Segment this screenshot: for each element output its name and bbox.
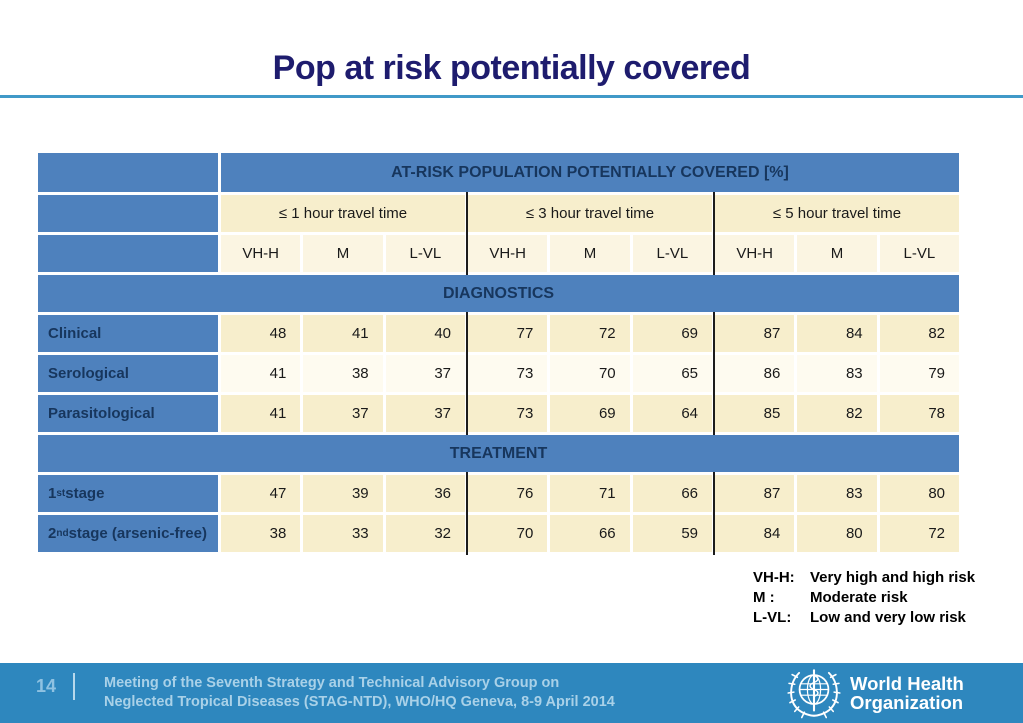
at-risk-population-table — [38, 153, 959, 552]
value-cell: 32 — [386, 515, 465, 552]
value-cell: 37 — [386, 355, 465, 392]
value-cell: 72 — [550, 315, 629, 352]
table-main-header: AT-RISK POPULATION POTENTIALLY COVERED [%] — [221, 153, 959, 192]
risk-level-header: VH-H — [715, 235, 794, 272]
value-cell: 87 — [715, 315, 794, 352]
row-label: Parasitological — [38, 395, 218, 432]
who-logo — [786, 665, 964, 721]
footer-meeting-line1: Meeting of the Seventh Strategy and Technical Advisory Group on — [104, 675, 560, 691]
value-cell: 39 — [303, 475, 382, 512]
value-cell: 41 — [221, 395, 300, 432]
value-cell: 85 — [715, 395, 794, 432]
value-cell: 82 — [880, 315, 959, 352]
risk-level-header: VH-H — [468, 235, 547, 272]
who-logo-text — [850, 674, 964, 713]
travel-time-header: ≤ 5 hour travel time — [715, 195, 959, 232]
who-logo-line2: Organization — [850, 692, 964, 713]
legend-desc: Very high and high risk — [810, 569, 976, 586]
value-cell: 66 — [550, 515, 629, 552]
travel-time-header: ≤ 1 hour travel time — [221, 195, 465, 232]
value-cell: 37 — [303, 395, 382, 432]
value-cell: 36 — [386, 475, 465, 512]
footer-meeting-line2: Neglected Tropical Diseases (STAG-NTD), WHO/HQ Geneva, 8-9 April 2014 — [104, 694, 615, 710]
footer-bar — [0, 663, 1023, 723]
value-cell: 77 — [468, 315, 547, 352]
value-cell: 73 — [468, 395, 547, 432]
row-label: Serological — [38, 355, 218, 392]
who-emblem-icon — [786, 665, 842, 721]
value-cell: 66 — [633, 475, 712, 512]
legend-row-lvl — [753, 608, 975, 628]
value-cell: 48 — [221, 315, 300, 352]
risk-legend — [753, 568, 975, 628]
value-cell: 69 — [550, 395, 629, 432]
value-cell: 59 — [633, 515, 712, 552]
value-cell: 71 — [550, 475, 629, 512]
legend-abbr: VH-H: — [753, 569, 795, 586]
value-cell: 72 — [880, 515, 959, 552]
value-cell: 41 — [303, 315, 382, 352]
value-cell: 38 — [303, 355, 382, 392]
section-header: DIAGNOSTICS — [38, 275, 959, 312]
value-cell: 70 — [468, 515, 547, 552]
value-cell: 65 — [633, 355, 712, 392]
risk-level-header: M — [303, 235, 382, 272]
risk-level-header: L-VL — [880, 235, 959, 272]
value-cell: 33 — [303, 515, 382, 552]
table-corner-cell — [38, 235, 218, 272]
legend-row-m — [753, 588, 975, 608]
who-logo-line1: World Health — [850, 672, 964, 694]
row-label: 2 nd stage (arsenic-free) — [38, 515, 218, 552]
value-cell: 83 — [797, 475, 876, 512]
value-cell: 87 — [715, 475, 794, 512]
risk-level-header: L-VL — [633, 235, 712, 272]
risk-level-header: M — [797, 235, 876, 272]
value-cell: 64 — [633, 395, 712, 432]
risk-level-header: VH-H — [221, 235, 300, 272]
value-cell: 83 — [797, 355, 876, 392]
page-title: Pop at risk potentially covered — [272, 48, 751, 87]
row-label: 1 st stage — [38, 475, 218, 512]
table-corner-cell — [38, 195, 218, 232]
legend-abbr: L-VL: — [753, 609, 792, 626]
value-cell: 80 — [880, 475, 959, 512]
legend-row-vhh — [753, 568, 975, 588]
value-cell: 41 — [221, 355, 300, 392]
value-cell: 86 — [715, 355, 794, 392]
value-cell: 40 — [386, 315, 465, 352]
value-cell: 69 — [633, 315, 712, 352]
value-cell: 47 — [221, 475, 300, 512]
value-cell: 73 — [468, 355, 547, 392]
page-number-separator — [73, 673, 75, 700]
value-cell: 76 — [468, 475, 547, 512]
legend-desc: Low and very low risk — [810, 609, 966, 626]
value-cell: 70 — [550, 355, 629, 392]
risk-level-header: M — [550, 235, 629, 272]
value-cell: 37 — [386, 395, 465, 432]
value-cell: 79 — [880, 355, 959, 392]
table-corner-cell — [38, 153, 218, 192]
title-divider-rule — [0, 95, 1023, 98]
section-header: TREATMENT — [38, 435, 959, 472]
value-cell: 84 — [715, 515, 794, 552]
value-cell: 38 — [221, 515, 300, 552]
value-cell: 78 — [880, 395, 959, 432]
legend-desc: Moderate risk — [810, 589, 908, 606]
legend-abbr: M : — [753, 589, 775, 606]
footer-meeting-text — [104, 674, 615, 712]
value-cell: 82 — [797, 395, 876, 432]
travel-time-header: ≤ 3 hour travel time — [468, 195, 712, 232]
value-cell: 80 — [797, 515, 876, 552]
risk-level-header: L-VL — [386, 235, 465, 272]
value-cell: 84 — [797, 315, 876, 352]
page-number: 14 — [36, 676, 57, 696]
row-label: Clinical — [38, 315, 218, 352]
